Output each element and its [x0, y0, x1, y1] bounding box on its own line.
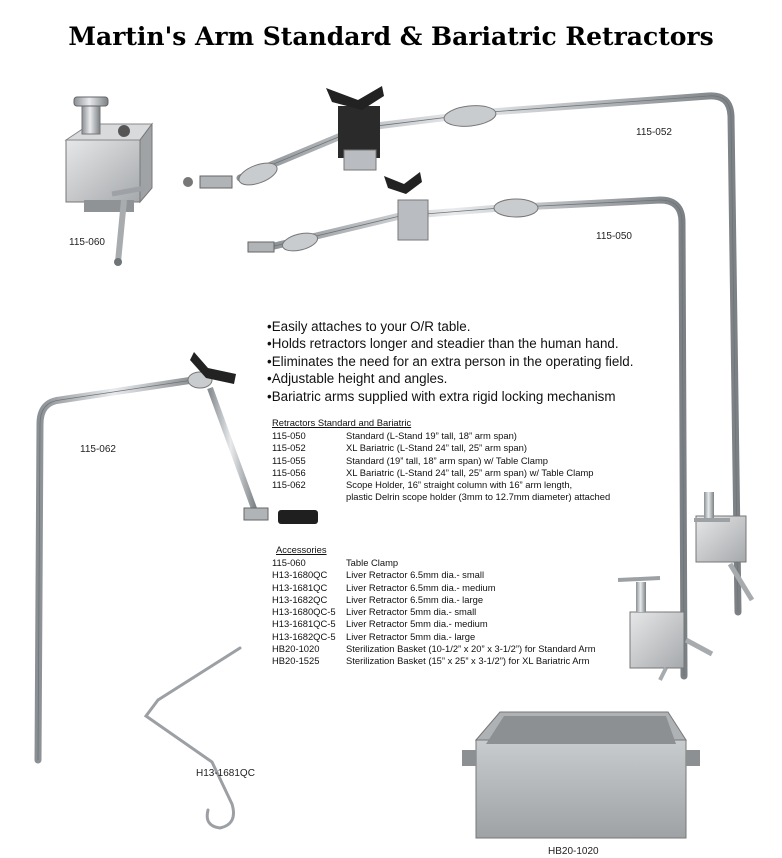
table-row — [272, 467, 610, 479]
item-code: 115-055 — [272, 454, 306, 466]
item-description: Standard (19” tall, 18” arm span) w/ Table Clamp — [346, 454, 549, 466]
label-115-050: 115-050 — [596, 231, 632, 242]
item-code: H13-1681QC — [272, 581, 328, 593]
table-row — [272, 594, 596, 606]
item-code: 115-052 — [272, 442, 306, 454]
item-code: HB20-1525 — [272, 655, 320, 667]
feature-list — [267, 318, 633, 405]
label-115-052: 115-052 — [636, 127, 672, 138]
item-description: Liver Retractor 5mm dia.- small — [346, 606, 477, 618]
retractors-heading: Retractors Standard and Bariatric — [272, 417, 412, 428]
retractors-table — [272, 430, 610, 504]
item-code: HB20-1020 — [272, 643, 320, 655]
accessories-heading: Accessories — [276, 544, 327, 555]
item-description: Liver Retractor 5mm dia.- medium — [346, 618, 488, 630]
table-row — [272, 455, 610, 467]
item-description: plastic Delrin scope holder (3mm to 12.7mm diameter) attached — [346, 491, 611, 503]
item-code: H13-1680QC-5 — [272, 606, 336, 618]
feature-item: • Holds retractors longer and steadier than the human hand. — [267, 335, 633, 352]
item-code: 115-056 — [272, 466, 306, 478]
item-description: Liver Retractor 6.5mm dia.- large — [346, 593, 484, 605]
item-code: H13-1682QC-5 — [272, 630, 336, 642]
label-115-060: 115-060 — [69, 237, 105, 248]
table-row — [272, 569, 596, 581]
feature-item: • Bariatric arms supplied with extra rigid locking mechanism — [267, 388, 633, 405]
item-description: Sterilization Basket (10-1/2” x 20” x 3-1/2”) for Standard Arm — [346, 643, 596, 655]
item-description: Sterilization Basket (15” x 25” x 3-1/2”) for XL Bariatric Arm — [346, 655, 590, 667]
label-h13-1681qc: H13-1681QC — [196, 768, 255, 779]
item-description: Table Clamp — [346, 557, 399, 568]
feature-item: • Adjustable height and angles. — [267, 370, 633, 387]
table-row — [272, 655, 596, 667]
item-code: 115-050 — [272, 430, 306, 441]
table-row — [272, 442, 610, 454]
item-code — [272, 491, 346, 503]
item-code: 115-060 — [272, 557, 306, 568]
item-description: Standard (L-Stand 19” tall, 18” arm span) — [346, 430, 517, 441]
table-row — [272, 479, 610, 491]
item-description: Liver Retractor 6.5mm dia.- small — [346, 569, 485, 581]
item-code: H13-1680QC — [272, 569, 328, 581]
item-code: H13-1682QC — [272, 593, 328, 605]
item-description: XL Bariatric (L-Stand 24” tall, 25” arm span) — [346, 442, 527, 454]
item-description: Scope Holder, 16” straight column with 16” arm length, — [346, 479, 573, 491]
feature-item: • Eliminates the need for an extra person in the operating field. — [267, 353, 633, 370]
item-code: 115-062 — [272, 479, 306, 491]
liver-retractor-h13-1681qc-image — [146, 648, 240, 828]
scope-holder-115-062-image — [38, 352, 318, 760]
table-row — [272, 631, 596, 643]
table-row — [272, 430, 610, 442]
item-description: Liver Retractor 5mm dia.- large — [346, 630, 476, 642]
feature-item: • Easily attaches to your O/R table. — [267, 318, 633, 335]
item-code: H13-1681QC-5 — [272, 618, 336, 630]
label-hb20-1020: HB20-1020 — [548, 846, 599, 857]
table-row — [272, 491, 610, 503]
table-row — [272, 643, 596, 655]
table-row — [272, 557, 596, 569]
item-description: Liver Retractor 6.5mm dia.- medium — [346, 581, 496, 593]
page-title: Martin's Arm Standard & Bariatric Retractors — [68, 22, 714, 51]
table-row — [272, 582, 596, 594]
item-description: XL Bariatric (L-Stand 24” tall, 25” arm span) w/ Table Clamp — [346, 466, 594, 478]
accessories-table — [272, 557, 596, 668]
table-row — [272, 618, 596, 630]
label-115-062: 115-062 — [80, 444, 116, 455]
table-row — [272, 606, 596, 618]
sterilization-basket-hb20-1020-image — [462, 712, 700, 838]
